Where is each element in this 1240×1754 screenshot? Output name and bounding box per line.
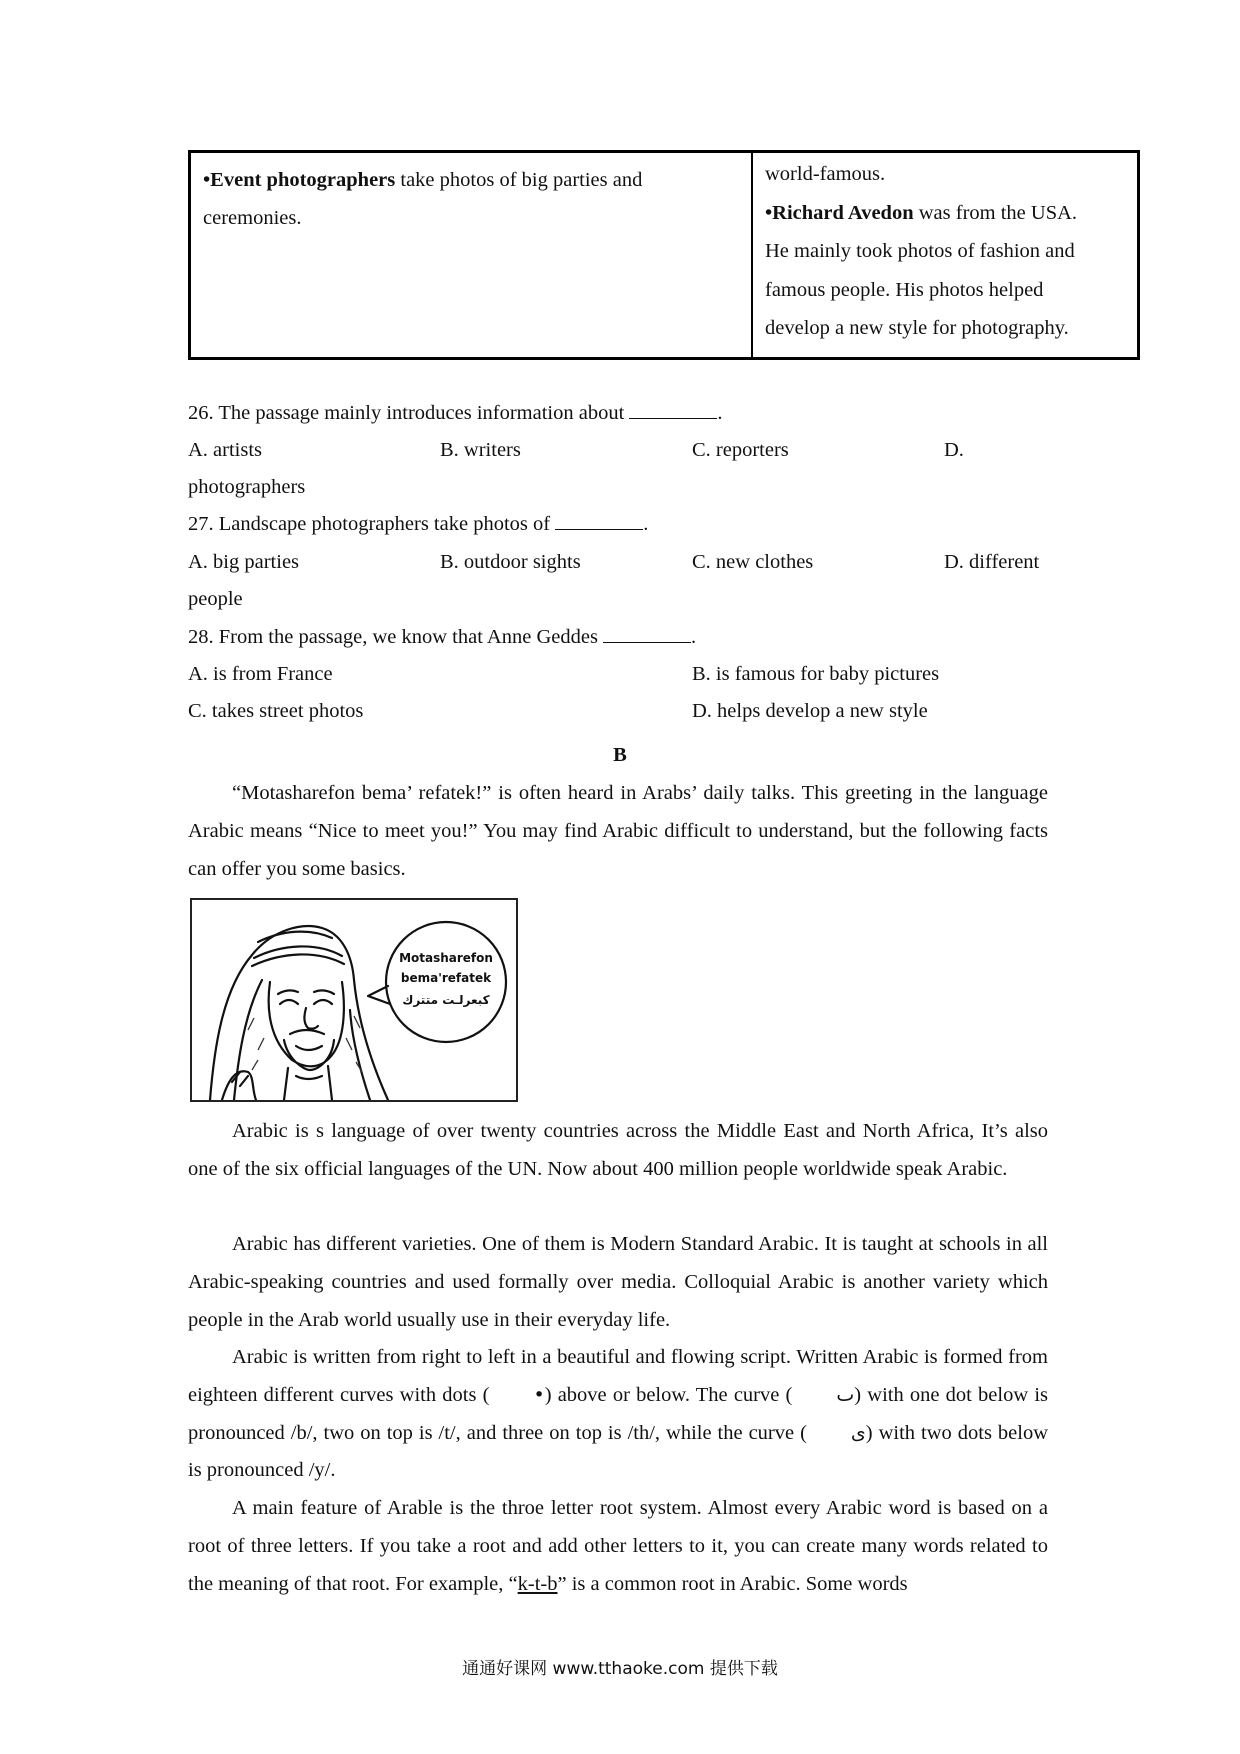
paragraph-4-part3: ) with one dot below is pronounced /b/, two on top is /t/, and three on top is /th/, while the curve ( (188, 1383, 1048, 1444)
event-photographers-entry (203, 161, 739, 199)
paragraph-2: Arabic is s language of over twenty countries across the Middle East and North Africa, It’s also one of the six official languages of the UN. Now about 400 million people worldwide speak Arabic. (188, 1120, 1048, 1180)
page-footer: 通通好课网 www.tthaoke.com 提供下载 (462, 1659, 778, 1679)
q26-option-d: D. (944, 439, 964, 461)
paragraph-5 (188, 1490, 1048, 1603)
question-28-text: 28. From the passage, we know that Anne Geddes (188, 626, 604, 648)
question-26-stem (188, 398, 723, 428)
bubble-line2: bema'refatek (400, 971, 492, 985)
paragraph-4-part4: ) with two dots below is pronounced /y/. (188, 1421, 1048, 1482)
paragraph-4 (188, 1339, 1048, 1490)
ba-curve-glyph: ٮ (836, 1383, 855, 1406)
table-right-line5: develop a new style for photography. (765, 317, 1069, 339)
q28-option-a: A. is from France (188, 663, 333, 685)
q28-option-c: C. takes street photos (188, 700, 364, 722)
event-photographers-term: •Event photographers (203, 169, 396, 191)
q28-option-d: D. helps develop a new style (692, 700, 928, 722)
paragraph-3: Arabic has different varieties. One of them is Modern Standard Arabic. It is taught at schools in all Arabic-speaking countries and used formally over media. Colloquial Arabic is another variety which people in the Arab world usually use in their everyday life. (188, 1233, 1048, 1331)
richard-avedon-entry (765, 194, 1125, 233)
q26-option-b: B. writers (440, 439, 521, 461)
table-right-line3: He mainly took photos of fashion and (765, 240, 1075, 262)
event-photographers-text-cont: ceremonies. (203, 207, 302, 229)
table-right-line4: famous people. His photos helped (765, 278, 1044, 301)
bubble-line3: كبعرلـت متترك (402, 993, 490, 1007)
paragraph-5-part2: ” is a common root in Arabic. Some words (557, 1572, 908, 1595)
question-26-end: . (717, 402, 723, 424)
richard-avedon-term: •Richard Avedon (765, 201, 914, 224)
q27-option-a: A. big parties (188, 551, 300, 573)
paragraph-4-part1: Arabic is written from right to left in a beautiful and flowing script. Written Arabic is formed from eighteen different curves with dots ( (188, 1346, 1048, 1406)
table-left-cell (191, 153, 753, 357)
table-right-line1: world-famous. (765, 163, 886, 185)
root-example-ktb: k-t-b (517, 1572, 558, 1595)
question-26-text: 26. The passage mainly introduces information about (188, 402, 630, 424)
q27-option-d: D. different (944, 551, 1040, 573)
paragraph-4-part2: ) above or below. The curve ( (544, 1383, 793, 1406)
question-27-text: 27. Landscape photographers take photos of (188, 513, 556, 535)
section-b-heading: B (613, 744, 627, 766)
paragraph-1: “Motasharefon bema’ refatek!” is often heard in Arabs’ daily talks. This greeting in the language Arabic means “Nice to meet you!” You may find Arabic difficult to understand, but the following facts can offer you some basics. (188, 782, 1048, 880)
answer-blank (555, 511, 643, 530)
answer-blank (629, 400, 717, 419)
photographer-table (188, 150, 1140, 360)
arab-man-drawing (192, 900, 516, 1100)
richard-avedon-text: was from the USA. (913, 201, 1078, 224)
question-28-stem (188, 622, 696, 652)
dot-glyph: • (533, 1383, 545, 1406)
answer-blank (603, 624, 691, 643)
q27-option-d-cont: people (188, 588, 243, 610)
event-photographers-text: take photos of big parties and (395, 169, 643, 191)
question-27-end: . (643, 513, 649, 535)
ya-curve-glyph: ى (850, 1421, 866, 1444)
table-right-cell (753, 153, 1137, 357)
q27-option-c: C. new clothes (692, 551, 814, 573)
q26-option-c: C. reporters (692, 439, 789, 461)
question-27-stem (188, 509, 648, 539)
q26-option-d-cont: photographers (188, 476, 306, 498)
q28-option-b: B. is famous for baby pictures (692, 663, 940, 685)
q27-option-b: B. outdoor sights (440, 551, 581, 573)
paragraph-5-part1: A main feature of Arable is the throe letter root system. Almost every Arabic word is based on a root of three letters. If you take a root and add other letters to it, you can create many words related to the meaning of that root. For example, “ (188, 1497, 1048, 1595)
arab-man-illustration (190, 898, 518, 1102)
bubble-line1: Motasharefon (399, 951, 493, 965)
q26-option-a: A. artists (188, 439, 263, 461)
question-28-end: . (691, 626, 697, 648)
